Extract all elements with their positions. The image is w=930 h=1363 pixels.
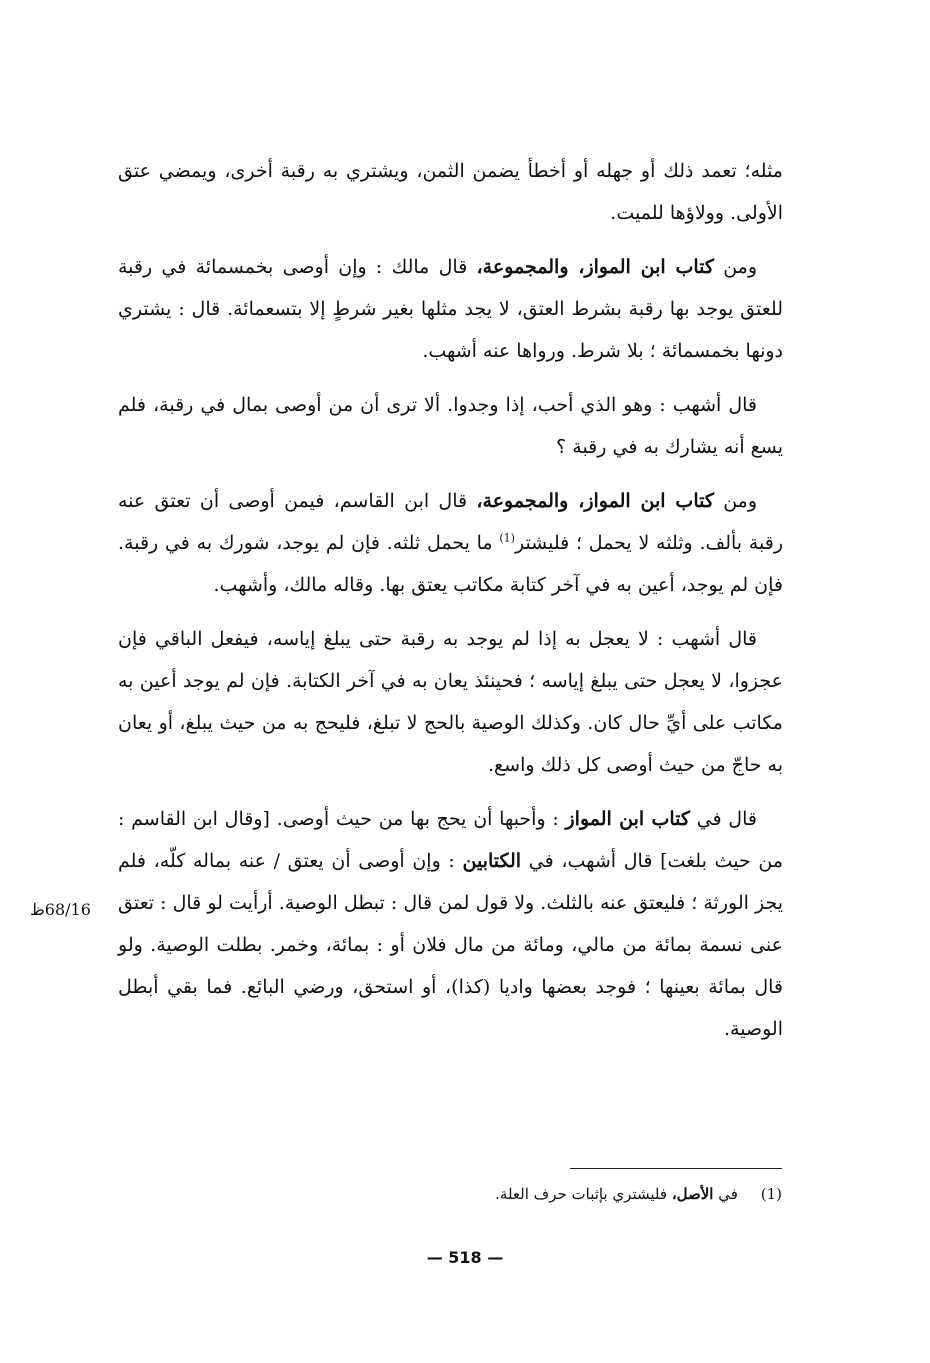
- footnote: [300, 1180, 782, 1208]
- paragraph-6: [118, 798, 783, 1050]
- paragraph-2-source: كتاب ابن المواز، والمجموعة،: [476, 256, 714, 278]
- main-text: [118, 150, 783, 1062]
- paragraph-3: [118, 384, 783, 468]
- paragraph-6-prefix: قال في: [696, 808, 757, 830]
- footnote-marker[interactable]: (1): [499, 531, 515, 545]
- footnote-number: (1): [760, 1185, 782, 1203]
- paragraph-2-text: قال مالك : وإن أوصى بخمسمائة في رقبة للعتق يوجد بها رقبة بشرط العتق، لا يجد مثلها بغير شرطٍ إلا بتسعمائة. قال : يشتري دونها بخمسمائة ؛ بلا شرط. ورواها عنه أشهب.: [118, 256, 783, 362]
- paragraph-4-text-b: ما يحمل ثلثه. فإن لم يوجد، شورك به في رقبة. فإن لم يوجد، أعين به في آخر كتابة مكاتب يعتق بها. وقاله مالك، وأشهب.: [118, 532, 783, 596]
- footnote-prefix: في: [718, 1185, 738, 1203]
- paragraph-1-text: مثله؛ تعمد ذلك أو جهله أو أخطأ يضمن الثمن، ويشتري به رقبة أخرى، ويمضي عتق الأولى. وولاؤها للميت.: [118, 160, 783, 224]
- paragraph-2: [118, 246, 783, 372]
- paragraph-3-text: قال أشهب : وهو الذي أحب، إذا وجدوا. ألا ترى أن من أوصى بمال في رقبة، فلم يسع أنه يشارك به في رقبة ؟: [118, 394, 783, 458]
- paragraph-5: [118, 618, 783, 786]
- paragraph-4-text-a: قال ابن القاسم، فيمن أوصى أن تعتق عنه رقبة بألف. وثلثه لا يحمل ؛ فليشتر: [118, 490, 783, 554]
- paragraph-2-prefix: ومن: [723, 256, 758, 278]
- paragraph-4-prefix: ومن: [723, 490, 758, 512]
- paragraph-6-source-b: الكتابين: [462, 850, 522, 872]
- paragraph-6-text-a: : وأحبها أن يحج بها من حيث أوصى. [وقال ابن القاسم : من حيث بلغت] قال أشهب، في: [118, 808, 783, 872]
- page-number: — 518 —: [426, 1248, 504, 1267]
- footnote-text: فليشتري بإثبات حرف العلة.: [495, 1185, 668, 1203]
- paragraph-6-text-b: : وإن أوصى أن يعتق / عنه بماله كلّه، فلم يجز الورثة ؛ فليعتق عنه بالثلث. ولا قول لمن قال : تبطل الوصية. أرأيت لو قال : تعتق عنى نسمة بمائة من مالي، ومائة من مال فلان أو : بمائة، وخمر. بطلت الوصية. ولو قال بمائة بعينها ؛ فوجد بعضها واديا (كذا)، أو استحق، ورضي البائع. فما بقي أبطل الوصية.: [118, 850, 783, 1040]
- footnote-divider: [570, 1168, 782, 1169]
- paragraph-5-text: قال أشهب : لا يعجل به إذا لم يوجد به رقبة حتى يبلغ إياسه، فيفعل الباقي فإن عجزوا، لا يعجل حتى يبلغ إياسه ؛ فحينئذ يعان به في آخر الكتابة. فإن لم يوجد أعين به مكاتب على أيِّ حال كان. وكذلك الوصية بالحج لا تبلغ، فليحج به من حيث يبلغ، أو يعان به حاجّ من حيث أوصى كل ذلك واسع.: [118, 628, 783, 776]
- paragraph-4: [118, 480, 783, 606]
- manuscript-folio-ref: 68/16ظ: [30, 900, 91, 919]
- paragraph-1: [118, 150, 783, 234]
- paragraph-6-source-a: كتاب ابن المواز: [565, 808, 690, 830]
- paragraph-4-source: كتاب ابن المواز، والمجموعة،: [476, 490, 714, 512]
- footnote-source: الأصل،: [671, 1185, 714, 1203]
